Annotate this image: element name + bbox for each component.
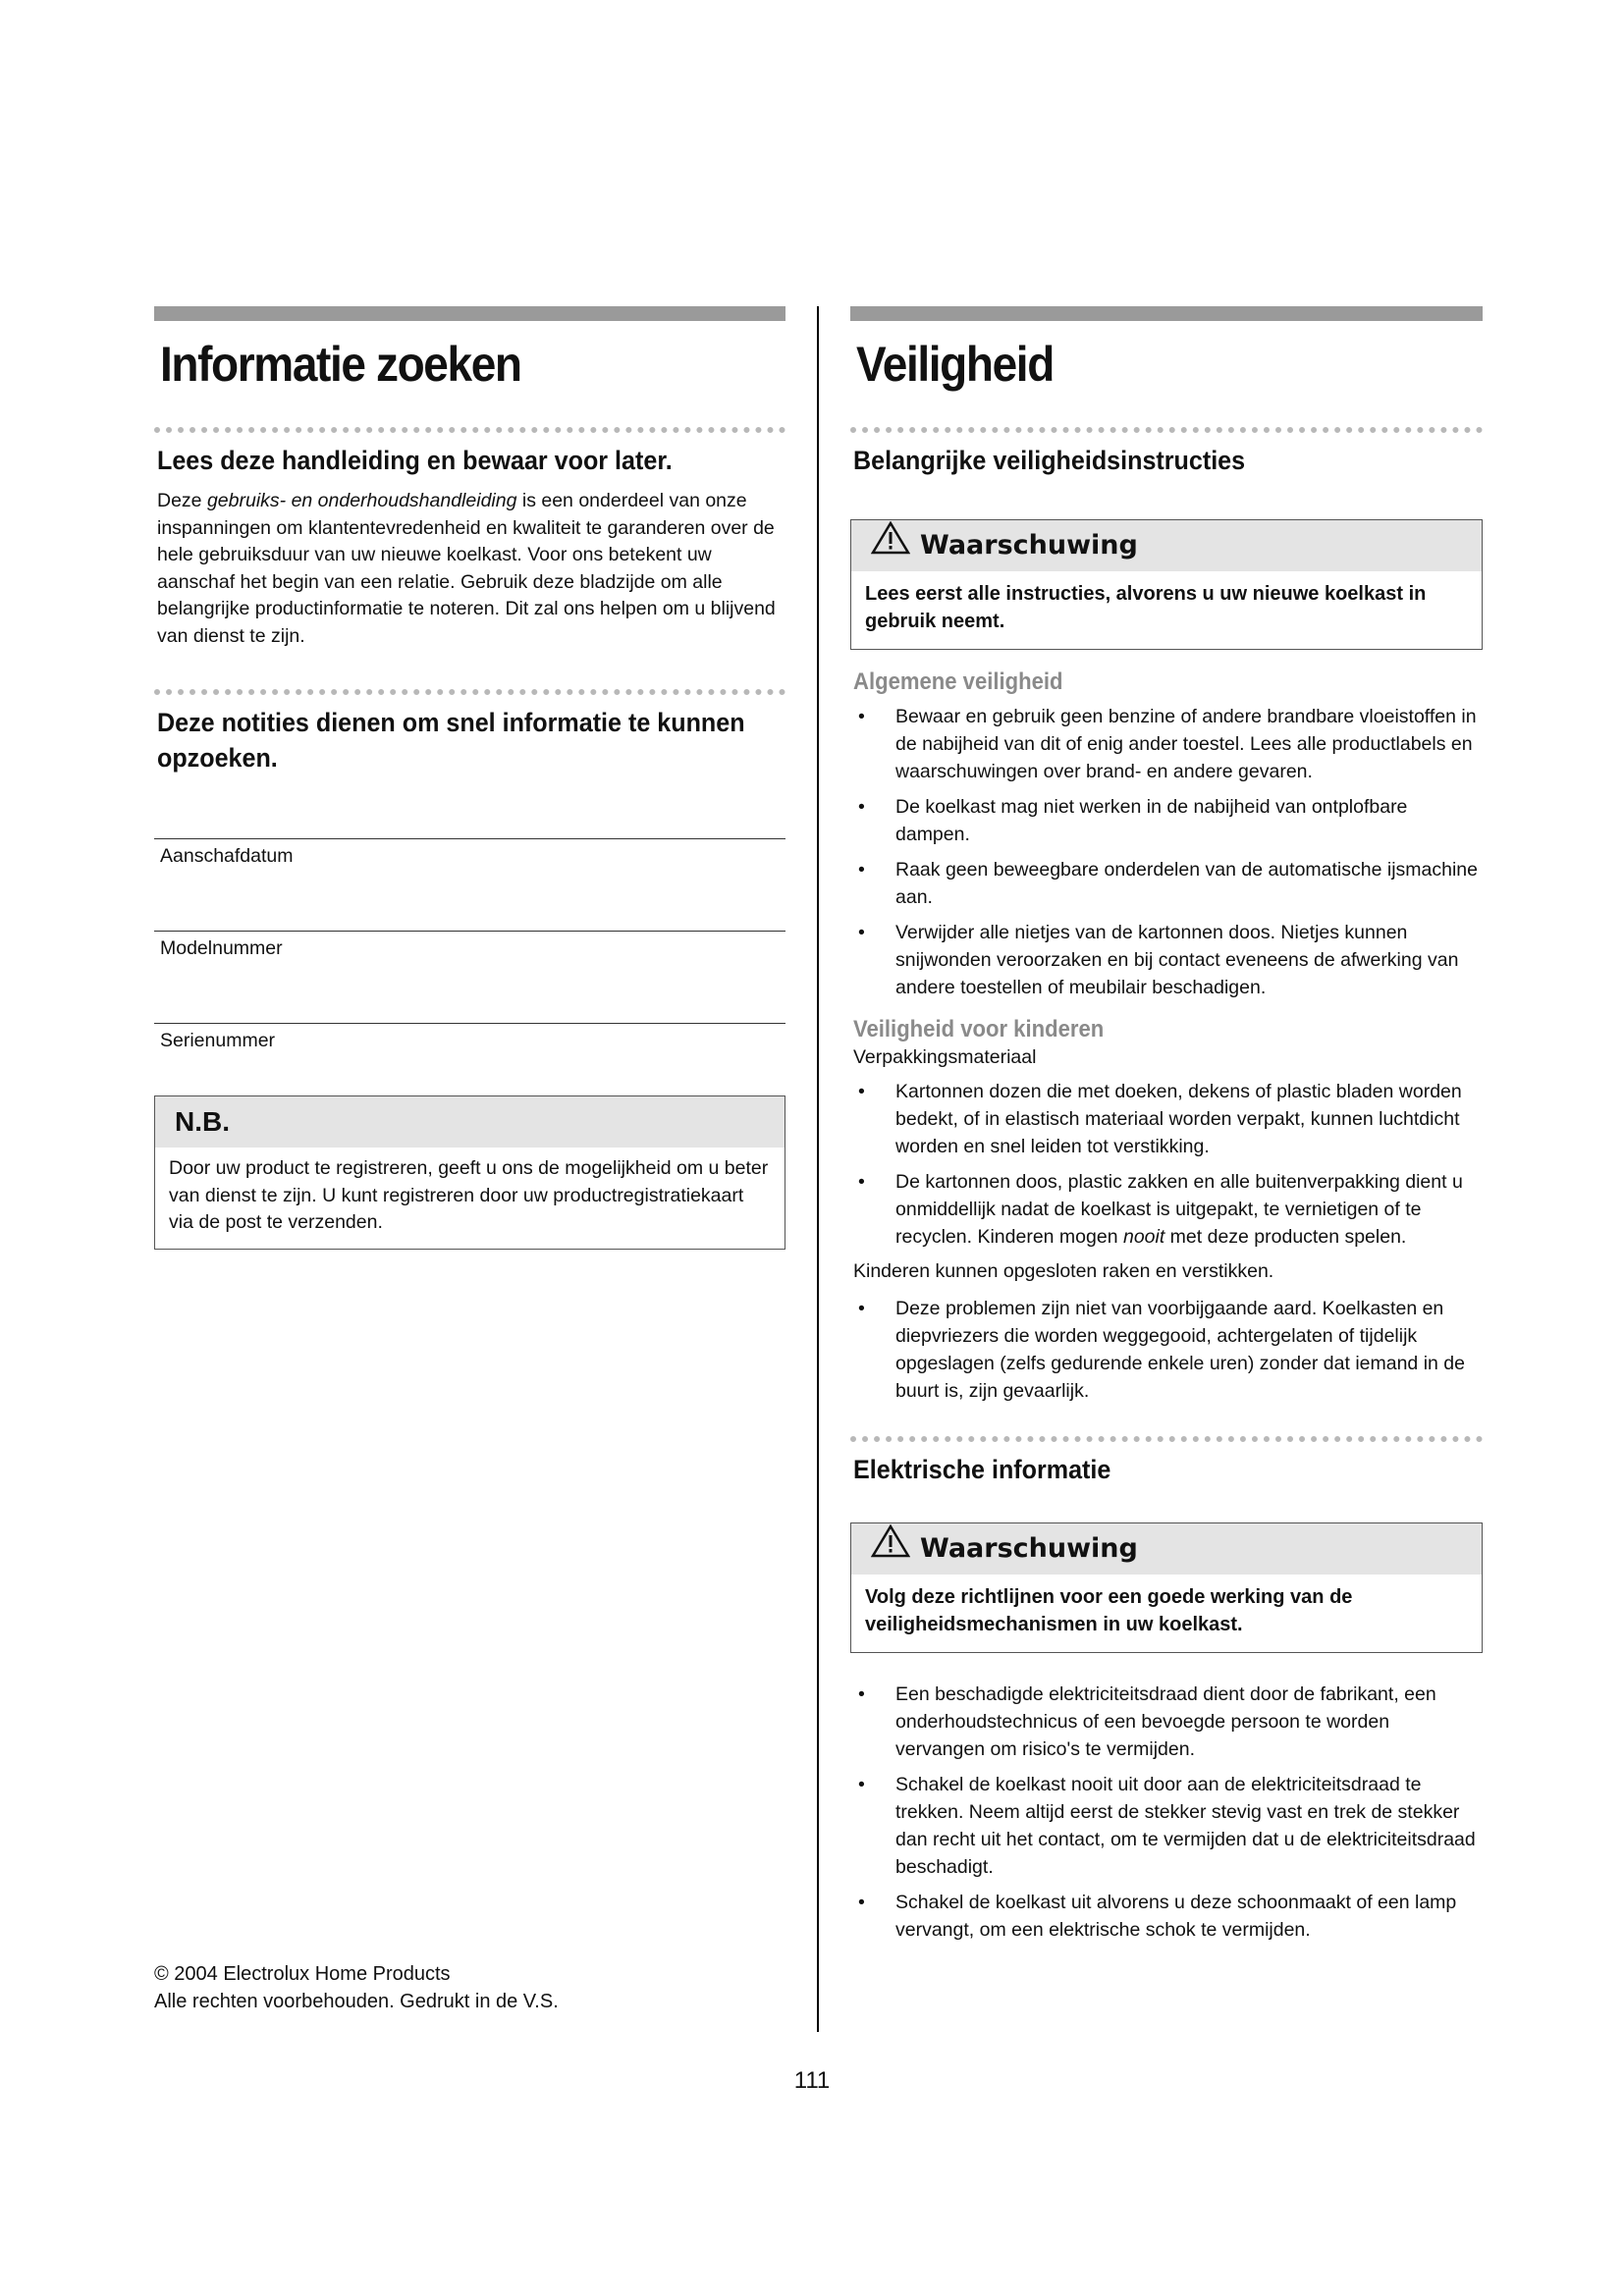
list-item: • Raak geen beweegbare onderdelen van de automatische ijsmachine aan. (858, 859, 1478, 908)
list-item: • De koelkast mag niet werken in de nabijheid van ontplofbare dampen. (858, 796, 1408, 845)
list-item: • Schakel de koelkast uit alvorens u deze schoonmaakt of een lamp vervangt, om een elektrische schok te vermijden. (858, 1892, 1457, 1941)
subsection-heading: Veiligheid voor kinderen (853, 1016, 1105, 1042)
list-item: • Kartonnen dozen die met doeken, dekens of plastic bladen worden bedekt, of in elastisch materiaal worden verpakt, kunnen luchtdicht worden en snel leiden tot verstikking. (858, 1080, 1462, 1157)
right-column (850, 306, 1483, 1951)
warning-header (851, 520, 1482, 571)
serial-number-field[interactable]: Serienummer (154, 1023, 785, 1095)
general-safety-list (850, 703, 1483, 1001)
page-title: Informatie zoeken (160, 337, 521, 392)
note-body: Door uw product te registreren, geeft u ons de mogelijkheid om u beter van dienst te zijn. U kunt registreren door uw productregistratiekaart via de post te verzenden. (169, 1157, 769, 1233)
dotted-separator (154, 689, 785, 695)
warning-body: Lees eerst alle instructies, alvorens u uw nieuwe koelkast in gebruik neemt. (865, 583, 1427, 632)
section-heading: Elektrische informatie (853, 1455, 1111, 1484)
child-safety-list-2 (850, 1295, 1483, 1405)
section-heading: Lees deze handleiding en bewaar voor later. (157, 446, 673, 475)
rights-line: Alle rechten voorbehouden. Gedrukt in de V.S. (154, 1991, 559, 2012)
list-item: • Bewaar en gebruik geen benzine of andere brandbare vloeistoffen in de nabijheid van dit of enig ander toestel. Lees alle productlabels en waarschuwingen over brand- en andere gevaren. (858, 706, 1477, 782)
list-item: • Een beschadigde elektriciteitsdraad dient door de fabrikant, een onderhoudstechnicus of een bevoegde persoon te worden vervangen om risico's te vermijden. (858, 1683, 1436, 1760)
page-title: Veiligheid (856, 337, 1054, 392)
children-paragraph: Kinderen kunnen opgesloten raken en verstikken. (853, 1259, 1274, 1282)
warning-triangle-icon (871, 521, 910, 572)
copyright-line: © 2004 Electrolux Home Products (154, 1963, 451, 1985)
subsection-heading: Algemene veiligheid (853, 668, 1063, 695)
section-top-bar (154, 306, 785, 321)
dotted-separator (850, 427, 1483, 433)
electrical-list (850, 1681, 1483, 1944)
note-box (154, 1095, 785, 1250)
page-number: 111 (793, 2067, 831, 2094)
model-number-field[interactable]: Modelnummer (154, 931, 785, 1023)
warning-title: Waarschuwing (920, 530, 1138, 561)
packaging-subheading: Verpakkingsmateriaal (853, 1046, 1037, 1068)
warning-box (850, 519, 1483, 650)
intro-paragraph: Deze gebruiks- en onderhoudshandleiding is een onderdeel van onze inspanningen om klantentevredenheid en kwaliteit te garanderen over de hele gebruiksduur van uw nieuwe koelkast. Voor ons betekent uw aanschaf het begin van een relatie. Gebruik deze bladzijde om alle belangrijke productinformatie te noteren. Dit zal ons helpen om u blijvend van dienst te zijn. (157, 490, 776, 647)
column-divider (817, 306, 819, 2032)
section-top-bar (850, 306, 1483, 321)
purchase-date-field[interactable]: Aanschafdatum (154, 838, 785, 931)
warning-box (850, 1522, 1483, 1653)
left-column (154, 306, 785, 1250)
list-item: • Deze problemen zijn niet van voorbijgaande aard. Koelkasten en diepvriezers die worden weggegooid, achtergelaten of tijdelijk opgeslagen (zelfs gedurende enkele uren) zonder dat iemand in de buurt is, zijn gevaarlijk. (858, 1298, 1465, 1402)
warning-title: Waarschuwing (920, 1533, 1138, 1564)
warning-triangle-icon (871, 1524, 910, 1575)
record-fields (154, 838, 785, 1095)
dotted-separator (154, 427, 785, 433)
child-safety-list (850, 1078, 1483, 1251)
dotted-separator (850, 1436, 1483, 1442)
warning-header (851, 1523, 1482, 1575)
list-item: • Verwijder alle nietjes van de kartonnen doos. Nietjes kunnen snijwonden veroorzaken en bij contact eveneens de afwerking van andere toestellen of meubilair beschadigen. (858, 922, 1459, 998)
list-item: • De kartonnen doos, plastic zakken en alle buitenverpakking dient u onmiddellijk nadat de koelkast is uitgepakt, te vernietigen of te recyclen. Kinderen mogen nooit met deze producten spelen. (858, 1170, 1463, 1248)
note-title: N.B. (155, 1096, 785, 1148)
warning-body: Volg deze richtlijnen voor een goede werking van de veiligheidsmechanismen in uw koelkast. (865, 1586, 1353, 1635)
section-heading: Belangrijke veiligheidsinstructies (853, 446, 1246, 475)
copyright-footer (154, 1960, 559, 2015)
section-heading: Deze notities dienen om snel informatie te kunnen opzoeken. (157, 708, 745, 773)
list-item: • Schakel de koelkast nooit uit door aan de elektriciteitsdraad te trekken. Neem altijd eerst de stekker stevig vast en trek de stekker dan recht uit het contact, om te vermijden dat u de elektriciteitsdraad beschadigt. (858, 1774, 1476, 1878)
